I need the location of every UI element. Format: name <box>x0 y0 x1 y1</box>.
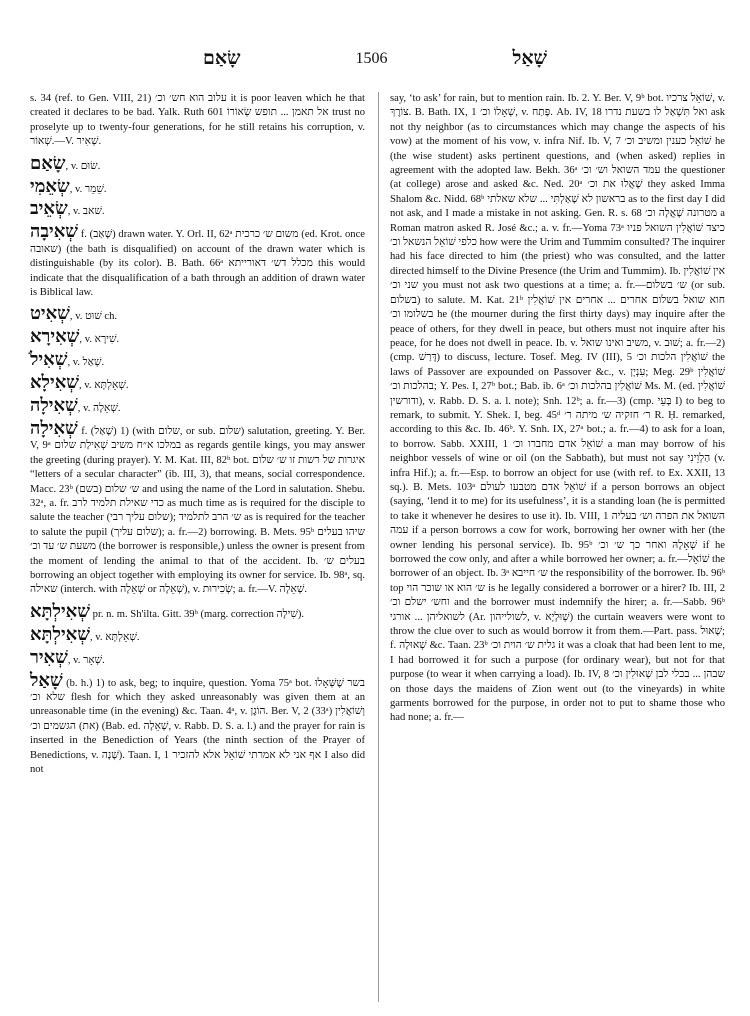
entry-text: , v. שׁאב. <box>67 206 105 218</box>
page-header <box>28 44 722 74</box>
headword: שְׂאֵיב <box>30 198 68 219</box>
entry <box>30 325 365 347</box>
entry <box>30 646 365 668</box>
headword: שְׁאִילָא <box>30 372 79 393</box>
entry <box>30 348 365 370</box>
entry-text: , v. שְׁאֵלְתָּא. <box>89 631 140 643</box>
entry <box>30 600 365 622</box>
headword: שָׁאַל <box>30 669 63 690</box>
left-guide-word: שָׂאַם <box>203 48 241 69</box>
headword: שְׁאִילֹ <box>30 349 68 370</box>
headword: שְׁאִיר <box>30 646 68 667</box>
entry-text: , v. שׁוּט ch. <box>69 311 118 323</box>
entry <box>30 220 365 300</box>
intro-paragraph: s. 34 (ref. to Gen. VIII, 21) עלוב הוא חש׳ וכ׳ it is poor leaven which he that created it declares to be bad. Yalk. Ruth 601 אל תאמן ... תופש שְׂאוֹרוֹ trust no proselyte up to twenty-four generations, for he still retains his corruption, v. שְׁאוֹר.—V. שְׁאִיר. <box>30 93 365 148</box>
headword: שְׁאִיט <box>30 303 70 324</box>
headword: שְׁאִיבָה <box>30 221 79 242</box>
entry-text: , v. שׂוּם. <box>65 160 101 172</box>
headword: שְׁאִילְתָּא <box>30 600 90 621</box>
entry-text: pr. n. m. Sh'ilta. Gitt. 39ᵇ (marg. correction שִׁילָה). <box>92 608 305 620</box>
entry-text: , v. שְׁאֵלָה. <box>77 403 121 414</box>
entry-text: f. (שָׁאַל) 1) (with שלום, or sub. שלום) salutation, greeting. Y. Ber. V, 9ᵃ במלכו א״ח משיב שְׁאִילַת שלום as regards gentile kings, you may answer the greeting (during prayer). Y. M. Kat. III, 82ᵇ bot. איגרות של רשות זו ש׳ שלום “letters of a secular character” (ib. III, 3), that means, social correspondence. Macc. 23ᵇ (בשם) ש׳ שלום and using the name of the Lord in salutation. Shebu. 32ᵃ, a. fr. כדי שאילת תלמיד לרב as much time as is required for the disciple to salute the teacher (שלום עליך רבי); ש׳ הרב לתלמיד as is required for the teacher to salute the pupil (שלום עליך); a. fr.—2) borrowing. B. Mets. 95ᵇ שיהו בעלים משעת ש׳ עד וכ׳ (the borrower is responsible,) unless the owner is present from the moment of lending the animal to that of the accident. Ib. בעלים ש׳ borrowing an object together with employing its owner for service. Ib. 98ᵃ, sq. שאילה (interch. with שְׁאֵלָה or שְׁאֵלָה), v. שְׂכִירוּת; a. fr.—V. שְׁאֵלָה. <box>30 425 366 596</box>
headword: שְׁאִילָה <box>30 417 78 438</box>
headword: שְׁאִילָה <box>30 395 78 415</box>
entry-text: , v. שְׁאֵלְתָּא. <box>79 380 129 392</box>
entry <box>30 669 365 778</box>
entry <box>30 623 365 645</box>
entry-text: , v. שִׁירָא. <box>79 334 120 346</box>
headword: שְׁאִירָא <box>30 326 80 347</box>
entry-text: , v. שֵׁמֵר. <box>69 183 107 195</box>
right-column <box>390 92 725 726</box>
left-column <box>30 92 365 778</box>
entry <box>30 175 365 197</box>
entry-text: , v. שְׁאַל. <box>67 357 105 369</box>
page-number: 1506 <box>355 50 388 67</box>
continued-entry-text: say, ‘to ask’ for rain, but to mention rain. Ib. 2. Y. Ber. V, 9ᵇ bot. שׁוֹאֵל צרכיו, v. צוֹרֶךְ. B. Bath. IX, 1 שְׁאָלוֹ וכ׳, v. פָּתַח. Ab. IV, 18 ואל תִּשְׁאַל לו בשעת נדרו ask not thy neighbor (as to circumstances which may change the aspects of his vow) at the moment of his vow, v. infra Nif. Ib. V, 7 שׁוֹאֵל כענין ומשיב וכ׳ he (the wise student) asks pertinent questions, and (when asked) replies in agreement with the adopted law. Bekh. 36ᵃ עמד השואל וש׳ וכ׳ the questioner (at college) arose and asked &c. Ned. 20ᵃ שָׁאֲלוּ את וכ׳ they asked Imma Shalom &c. Nidd. 68ᵇ בראשון לא שָׁאַלְתִּי ... שלא שאלתי as to the first day I did not ask, and I made a mistake in not asking. Gen. R. s. 68 מטרונה שָׁאֲלָה וכ׳ a Roman matron asked R. José &c.; a. v. fr.—Yoma 73ᵃ כיצד שׁוֹאֲלִין השואל פניו כלפי שׁוֹאֵל הנשאל וכ׳ how were the Urim and Tummim consulted? The inquirer had his face directed to him (the priest) who was consulted, and the latter directed himself to the Divine Presence (the Urim and Tummim). Ib. אין שׁוֹאֲלִין שני וכ׳ you must not ask two questions at a time; a. fr.—ש׳ בשלום (or sub. בשלום) to salute. M. Kat. 21ᵇ חוא שואל בשלום אחרים ... אחרים אין שׁוֹאֲלִין בשלומו וכ׳ he (the mourner during the first thirty days) may inquire after the peace of others, for they dwell in peace, but others must not inquire after his peace, for he does not dwell in peace. Ib. v. משיב ואינו שואל, v. שׁוּב; a. fr.—2) (cmp. דָּרַשׁ) to discuss, lecture. Tosef. Meg. IV (III), 5 שׁוֹאֲלִין הלכות וכ׳ the laws of Passover are expounded on Passover &c., v. עִנְיָן; Meg. 29ᵇ שׁוֹאֲלִין בהלכות וכ׳; Y. Pes. I, 27ᵇ bot.; Bab. ib. 6ᵃ שׁוֹאֲלִין בהלכות וכ׳ Ms. M. (ed. שׁוֹאֲלִין ודורשין), v. Rabb. D. S. a. l. note); Snh. 12ᵇ; a. fr.—3) (cmp. בָּעֵי I) to beg to remark, to submit. Y. Shek. I, beg. 45ᵈ ר׳ חזקיה ש׳ מיתה ר׳ R. Ḥ. remarked, according to this &c. Ib. 46ᵇ. Y. Snh. IX, 27ᵃ bot.; a. fr.—4) to ask for a loan, to borrow. Sabb. XXIII, 1 שׁוֹאֵל אדם מחברו וכ׳ a man may borrow of his neighbor vessels of wine or oil (on the Sabbath), but must not say הַלְוֵינִי (v. infra Hif.); a. fr.—Esp. to borrow an object for use (with ref. to Ex. XXII, 13 sq.). B. Mets. 103ᵃ שׁוֹאֵל אדם מטבעו לעולם if a person borrows an object (saying, ‘lend it to me) for its usefulness’, it is a standing loan (he is permitted to take it whenever he desires to use it). Ib. VIII, 1 השואל את הפרה וש׳ בעליה עמה if a person borrows a cow for work, borrowing her owner with her (the owner lending his personal service). Ib. 95ᵇ שְׁאָלָהּ ואחר כך ש׳ וכ׳ if he borrowed the cow only, and after a while borrowed her owner; a. fr.—שׁוֹאֵל the borrower of an object. Ib. 3ᵃ ש׳ חייבא the responsibility of the borrower. Ib. 96ᵇ top ש׳ הוא או שוכר הוי is he legally considered a borrower or a hirer? Ib. III, 2 וחש׳ ישלם וכ׳ and the borrower must indemnify the hirer; a. fr.—Sabb. 96ᵇ לשואליהן ... אורגי (Ar. לשולייהון, v. שְׁוּלְיָא) the curtain weavers were wont to throw the clue over to such as would borrow it from them.—Part. pass. שָׁאוּל; f. שְׁאוּלָה &c. Taan. 23ᵇ גלית ש׳ הוית וכ׳ it was a cloak that had been lent to me, I had borrowed it for such a purpose (for ordinary wear), but not for that purpose (to wear it when carrying a load). Ib. IV, 8 שבהן ... בכלי לבן שְׁאוּלִין וכ׳ on those days the maidens of Zion went out (to the vineyards) in white garments borrowed for the purpose, in order not to put to shame those who had none; a. fr.— <box>390 93 726 724</box>
headword: שְׂאֵמִי <box>30 175 70 196</box>
entry <box>30 417 365 598</box>
entry <box>30 197 365 219</box>
entry-text: (b. h.) 1) to ask, beg; to inquire, question. Yoma 75ᵃ bot. בשר שֶׁשְּׁאָלוּ שלא וכ׳ flesh for which they asked unreasonably was given them at an unreasonable time (in the evening) &c. Taan. 4ᵃ, v. הוֹגֶן. Ber. V, 2 (33ᵃ) וְשׁוֹאֲלִין (את) הגשמים וכ׳ (Bab. ed. שְׁאֵלָה, v. Rabb. D. S. a. l.) and the prayer for rain is inserted in the Benediction of Years (the ninth section of the Prayer of Benedictions, v. שָׁנָה). Taan. I, 1 אף אני לא אמרתי שׁוֹאֵל אלא להזכיר I also did not <box>30 677 366 775</box>
entry-text: f. (שָׁאַב) drawn water. Y. Orl. II, 62ᵃ משום ש׳ כרכית (ed. Krot. once שאובה) (the bath is disqualified) on account of the drawn water which is distinguishable (by its color). B. Bath. 66ᵃ מכלל דש׳ דאורייתא this would indicate that the disqualification of a bath through an addition of drawn water is Biblical law. <box>30 229 366 298</box>
headword: שְׁאִילְתָּא <box>30 623 90 644</box>
entry <box>30 394 365 416</box>
column-divider <box>378 92 379 1002</box>
right-guide-word: שָׁאַל <box>512 48 547 69</box>
headword: שָׂאַם <box>30 152 66 173</box>
entry <box>30 371 365 393</box>
entry <box>30 152 365 174</box>
entry <box>30 302 365 324</box>
entry-text: , v. שְׁאָר. <box>67 654 105 666</box>
